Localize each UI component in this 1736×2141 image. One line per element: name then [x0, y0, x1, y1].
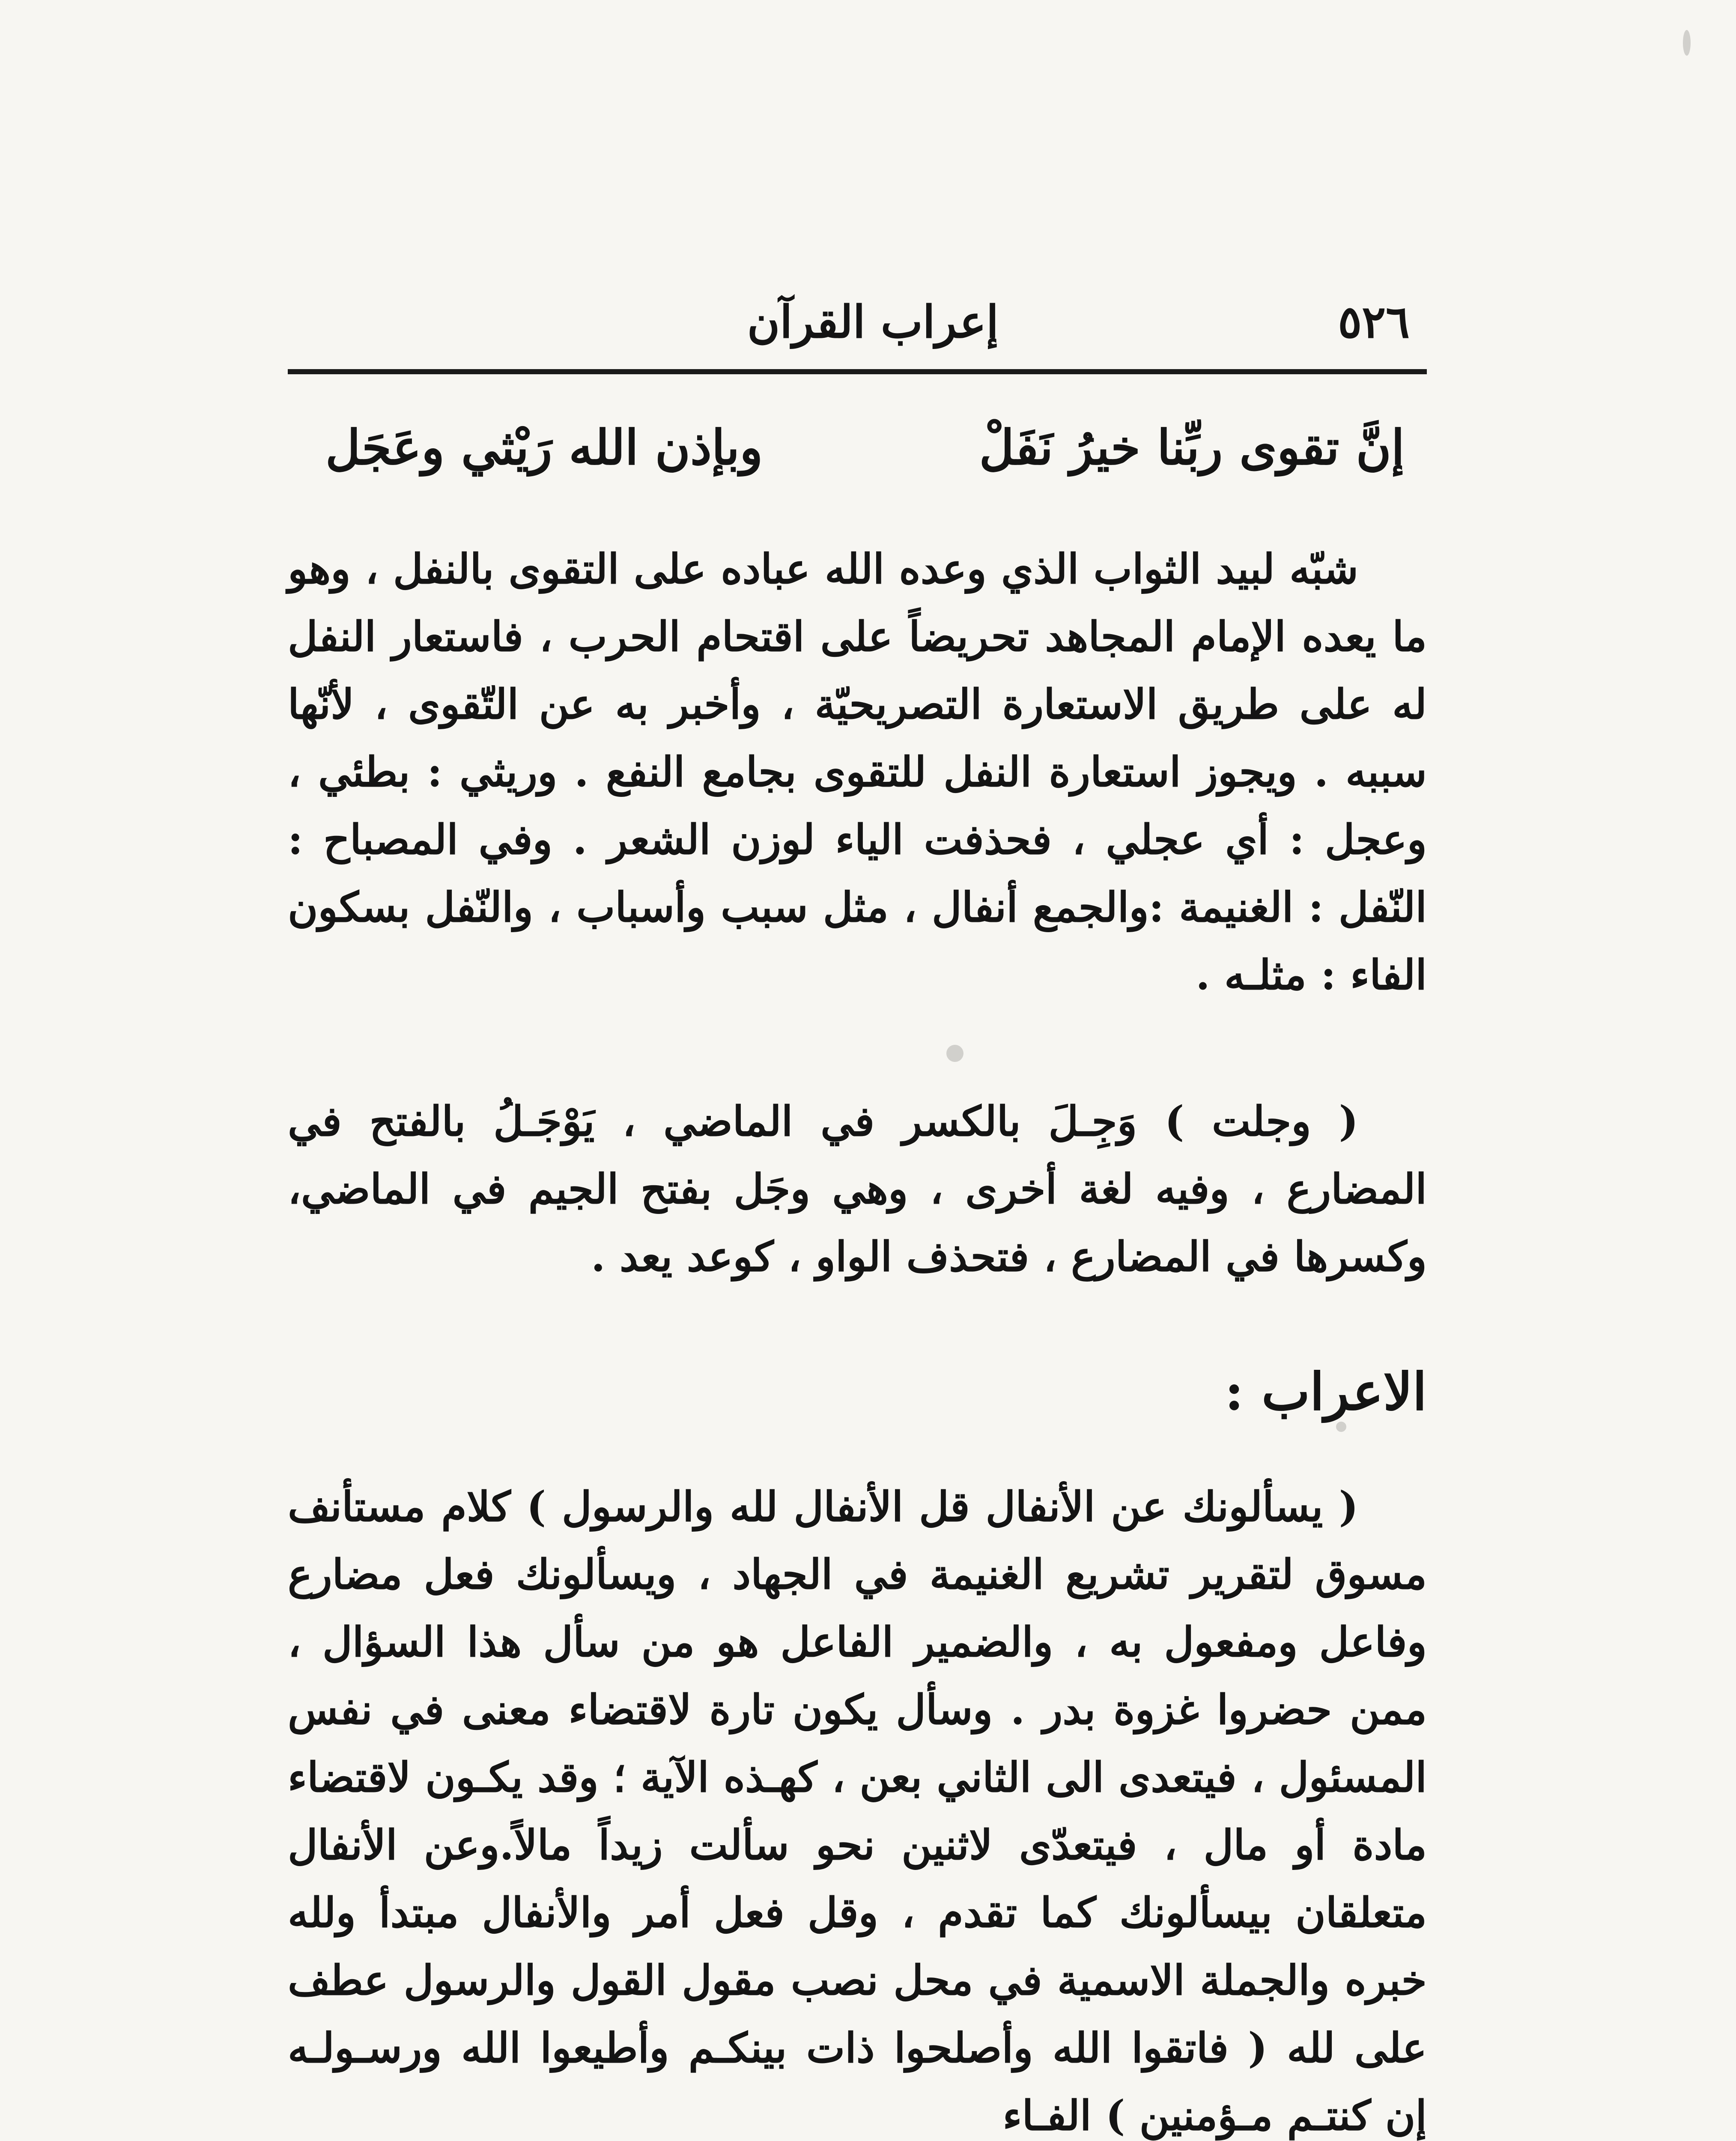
- verse-hemistich-first: إنَّ تقوى ربِّنا خيرُ نَفَلْ: [979, 420, 1405, 476]
- verse-hemistich-second: وبإذن الله رَيْثي وعَجَل: [325, 420, 763, 476]
- book-title: إعراب القرآن: [747, 295, 999, 348]
- vocabulary-paragraph: [288, 1088, 1427, 1327]
- scan-speck: [1683, 30, 1691, 56]
- scan-speck: [946, 1045, 963, 1062]
- paragraph-text: شبّه لبيد الثواب الذي وعده الله عباده على التقوى بالنفل ، وهو ما يعده الإمام المجاهد تحريضاً على اقتحام الحرب ، فاستعار النفل له على طريق الاستعارة التصريحيّة ، وأخبر به عن التّقوى ، لأنّها سببه . ويجوز استعارة النفل للتقوى بجامع النفع . وريثي : بطئي ، وعجل : أي عجلي ، فحذفت الياء لوزن الشعر . وفي المصباح : النّفل : الغنيمة :والجمع أنفال ، مثل سبب وأسباب ، والنّفل بسكون الفاء : مثلـه .: [288, 545, 1427, 999]
- paragraph-text: ( وجلت ) وَجِـلَ بالكسر في الماضي ، يَوْجَـلُ بالفتح في المضارع ، وفيه لغة أخرى ، وهي وجَل بفتح الجيم في الماضي، وكسرها في المضارع ، فتحذف الواو ، كوعد يعد .: [288, 1097, 1427, 1281]
- grammar-paragraph: [288, 1473, 1427, 2141]
- section-heading: الاعراب :: [1225, 1362, 1427, 1422]
- scan-speck: [1336, 1422, 1346, 1432]
- page-header: [288, 283, 1427, 355]
- header-divider: [288, 369, 1427, 374]
- commentary-paragraph: [288, 535, 1427, 1041]
- paragraph-text: ( يسألونك عن الأنفال قل الأنفال لله والرسول ) كلام مستأنف مسوق لتقرير تشريع الغنيمة في الجهاد ، ويسألونك فعل مضارع وفاعل ومفعول به ، والضمير الفاعل هو من سأل هذا السؤال ، ممن حضروا غزوة بدر . وسأل يكون تارة لاقتضاء معنى في نفس المسئول ، فيتعدى الى الثاني بعن ، كهـذه الآية ؛ وقد يكـون لاقتضاء مادة أو مال ، فيتعدّى لاثنين نحو سألت زيداً مالاً.وعن الأنفال متعلقان بيسألونك كما تقدم ، وقل فعل أمر والأنفال مبتدأ ولله خبره والجملة الاسمية في محل نصب مقول القول والرسول عطف على لله ( فاتقوا الله وأصلحوا ذات بينكـم وأطيعوا الله ورسـولـه إن كنتـم مـؤمنين ) الفـاء: [288, 1482, 1427, 2140]
- page-number: ٥٢٦: [1338, 295, 1410, 348]
- poetry-verse: [325, 411, 1405, 497]
